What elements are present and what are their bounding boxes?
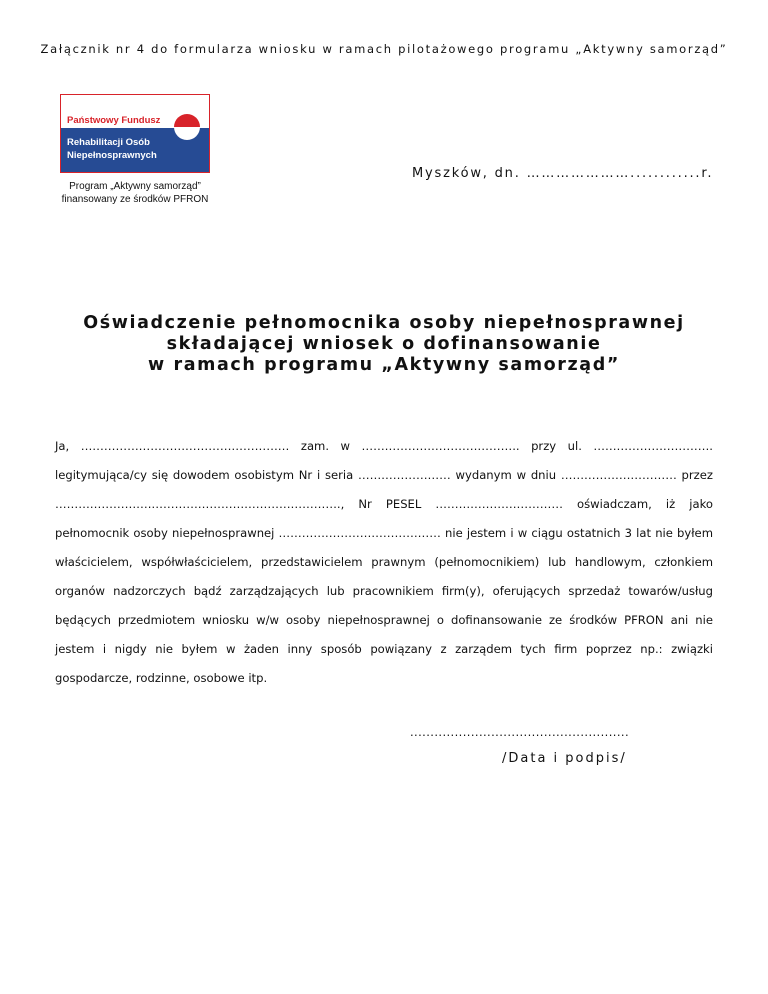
logo-caption [40,180,230,206]
logo-caption-line1: Program „Aktywny samorząd” [69,181,201,192]
title-line1: Oświadczenie pełnomocnika osoby niepełnosprawnej [83,313,685,333]
pfron-logo [60,94,210,173]
document-title [0,313,768,376]
attachment-note: Załącznik nr 4 do formularza wniosku w ramach pilotażowego programu „Aktywny samorząd” [40,42,728,56]
place-date-field: Myszków, dn. …………………............r. [412,166,714,181]
signature-line: ...................................................... [410,725,629,739]
logo-text-line3: Niepełnosprawnych [67,150,157,161]
logo-caption-line2: finansowany ze środków PFRON [61,194,209,205]
logo-text-line2: Rehabilitacji Osób [67,137,150,148]
title-line2: składającej wniosek o dofinansowanie [166,334,602,354]
pfron-emblem-icon [173,113,201,141]
title-line3: w ramach programu „Aktywny samorząd” [148,355,620,375]
declaration-body: Ja, ……………………………………………… zam. w ………………………………….. przy ul. …………………………. legitymująca/cy się dowodem osobistym Nr i seria …………………… wydanym w dniu ………………………… przez …………………….…………………………………………., Nr PESEL …………………………… oświadczam, iż jako pełnomocnik osoby niepełnosprawnej …………………………………… nie jestem i w ciągu ostatnich 3 lat nie byłem właścicielem, współwłaścicielem, przedstawicielem prawnym (pełnomocnikiem) lub handlowym, członkiem organów nadzorczych bądź zarządzających lub pracownikiem firm(y), oferujących sprzedaż towarów/usług będących przedmiotem wniosku w/w osoby niepełnosprawnej o dofinansowanie ze środków PFRON ani nie jestem i nigdy nie byłem w żaden inny sposób powiązany z zarządem tych firm poprzez np.: związki gospodarcze, rodzinne, osobowe itp. [55,439,713,685]
signature-label: /Data i podpis/ [502,751,627,766]
logo-text-line1: Państwowy Fundusz [67,115,161,126]
